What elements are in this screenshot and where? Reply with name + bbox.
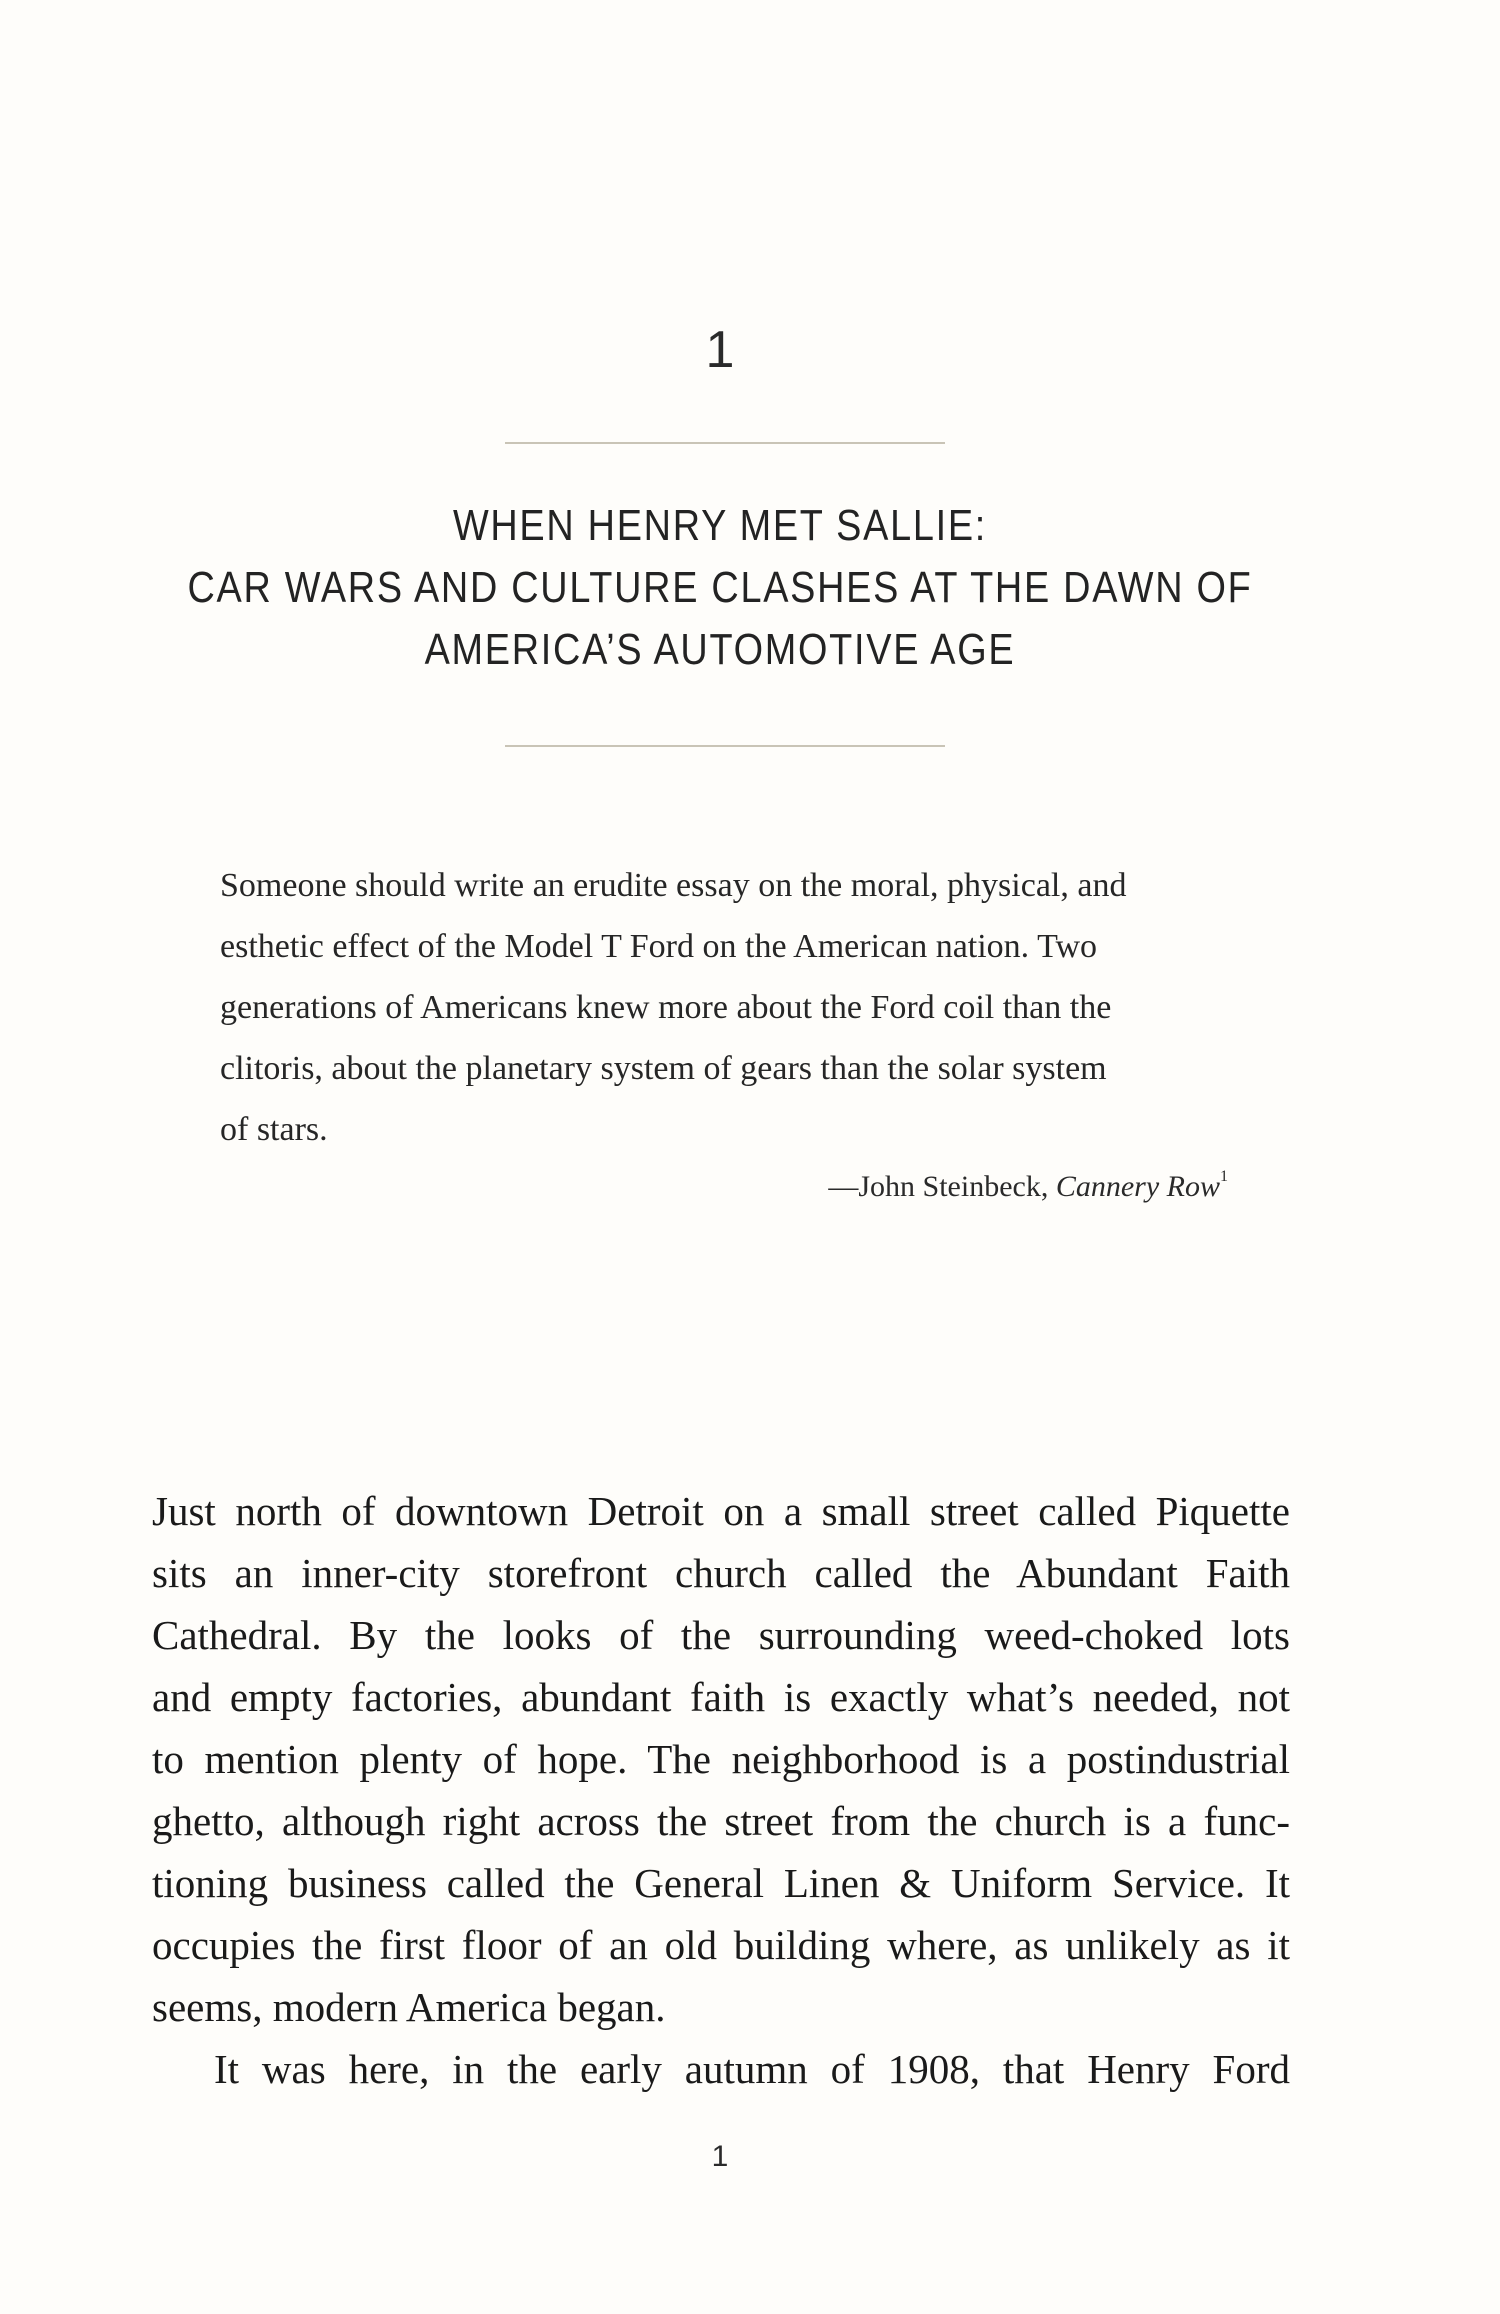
epigraph-line: Someone should write an erudite essay on the moral, physical, and — [220, 867, 1127, 904]
attribution-author: —John Steinbeck, — [828, 1170, 1056, 1203]
epigraph-line: generations of Americans knew more about the Ford coil than the — [220, 989, 1112, 1026]
attribution-work: Cannery Row — [1055, 1170, 1220, 1203]
body-line: tioning business called the General Linen & Uniform Service. It — [152, 1860, 1290, 1906]
epigraph-attribution — [220, 1170, 1228, 1204]
body-line: Just north of downtown Detroit on a small street called Piquette — [152, 1488, 1290, 1534]
body-line: Cathedral. By the looks of the surrounding weed-choked lots — [152, 1612, 1290, 1658]
body-line: sits an inner-city storefront church called the Abundant Faith — [152, 1550, 1290, 1596]
body-line: occupies the first floor of an old building where, as unlikely as it — [152, 1922, 1290, 1968]
epigraph-line: esthetic effect of the Model T Ford on the American nation. Two — [220, 928, 1098, 965]
body-line: ghetto, although right across the street from the church is a func- — [152, 1798, 1290, 1844]
title-rule-bottom — [505, 745, 945, 747]
body-line: seems, modern America began. — [152, 1984, 666, 2030]
chapter-title-line: WHEN HENRY MET SALLIE: — [452, 501, 988, 550]
title-rule-top — [505, 442, 945, 444]
chapter-title-line: CAR WARS AND CULTURE CLASHES AT THE DAWN OF — [187, 563, 1253, 612]
footnote-marker: 1 — [1220, 1168, 1228, 1185]
body-text — [152, 1480, 1290, 2100]
chapter-title-line: AMERICA’S AUTOMOTIVE AGE — [424, 625, 1016, 674]
body-line: and empty factories, abundant faith is exactly what’s needed, not — [152, 1674, 1290, 1720]
body-line: It was here, in the early autumn of 1908, that Henry Ford — [214, 2046, 1290, 2092]
body-line: to mention plenty of hope. The neighborhood is a postindustrial — [152, 1736, 1290, 1782]
epigraph — [220, 855, 1220, 1160]
chapter-title — [187, 495, 1253, 681]
epigraph-line: clitoris, about the planetary system of gears than the solar system — [220, 1050, 1107, 1087]
page-number: 1 — [711, 2140, 729, 2173]
chapter-number: 1 — [705, 321, 735, 379]
epigraph-line: of stars. — [220, 1111, 328, 1148]
